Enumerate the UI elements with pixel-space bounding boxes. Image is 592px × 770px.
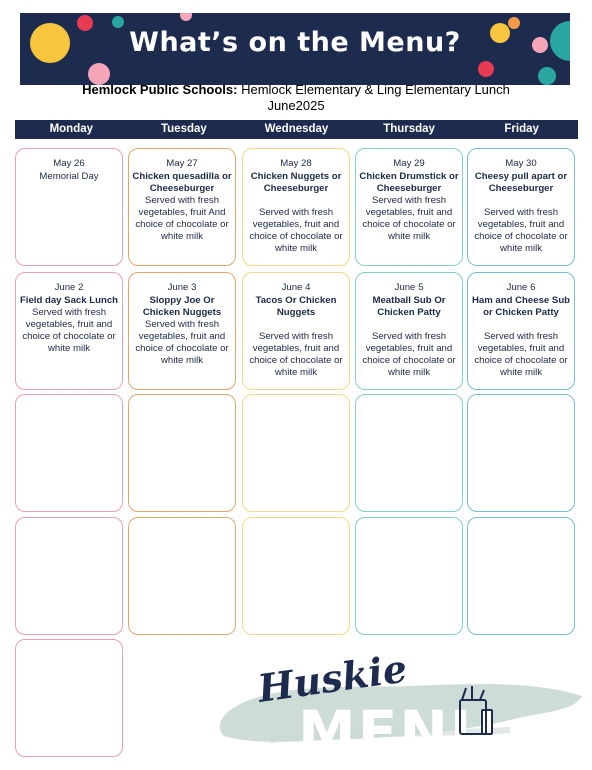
meal-sides: Served with fresh vegetables, fruit and choice of chocolate or white milk — [22, 307, 116, 354]
meal-name: Chicken Nuggets or Cheeseburger — [250, 171, 342, 194]
cell-date: May 27 — [166, 158, 198, 169]
holiday-note: Memorial Day — [39, 171, 99, 182]
meal-name: Field day Sack Lunch — [19, 295, 119, 306]
meal-name: Tacos Or Chicken Nuggets — [255, 295, 337, 318]
calendar-cell — [128, 272, 236, 390]
meal-name: Ham and Cheese Sub or Chicken Patty — [471, 295, 571, 318]
cell-date: June 5 — [394, 282, 424, 293]
page-title: What’s on the Menu? — [129, 27, 461, 58]
header-banner — [20, 13, 570, 85]
school-names: Hemlock Elementary & Ling Elementary Lunch — [241, 82, 510, 97]
calendar-cell-empty — [355, 517, 463, 635]
calendar-cell — [15, 272, 123, 390]
cell-date: June 2 — [54, 282, 84, 293]
meal-name: Meatball Sub Or Chicken Patty — [372, 295, 446, 318]
day-header-friday: Friday — [504, 123, 539, 135]
meal-sides: Served with fresh vegetables, fruit and choice of chocolate or white milk — [135, 319, 229, 366]
logo-script-text: Huskie — [254, 645, 410, 711]
meal-sides: Served with fresh vegetables, fruit and choice of chocolate or white milk — [362, 195, 456, 242]
calendar-cell — [128, 148, 236, 266]
logo-menu-text: MENU — [298, 698, 499, 760]
district-name: Hemlock Public Schools: — [82, 82, 238, 97]
calendar-cell-empty — [467, 517, 575, 635]
cell-date: May 26 — [53, 158, 85, 169]
cell-date: June 4 — [281, 282, 311, 293]
cell-date: May 30 — [505, 158, 537, 169]
cell-date: May 28 — [280, 158, 312, 169]
calendar-cell — [242, 272, 350, 390]
huskie-menu-logo — [210, 640, 590, 760]
weekday-header-bar — [15, 120, 578, 139]
calendar-cell-empty — [242, 517, 350, 635]
calendar-cell-empty — [355, 394, 463, 512]
calendar-cell-empty — [128, 394, 236, 512]
meal-sides: Served with fresh vegetables, fruit and choice of chocolate or white milk — [474, 331, 568, 378]
meal-sides: Served with fresh vegetables, fruit and choice of chocolate or white milk — [249, 207, 343, 254]
decor-dot — [478, 61, 494, 77]
calendar-cell — [242, 148, 350, 266]
meal-name: Cheesy pull apart or Cheeseburger — [474, 171, 568, 194]
cell-date: June 6 — [506, 282, 536, 293]
day-header-wednesday: Wednesday — [264, 123, 329, 135]
calendar-cell-empty — [128, 517, 236, 635]
decor-dot — [180, 13, 192, 21]
meal-name: Chicken quesadilla or Cheeseburger — [132, 171, 232, 194]
day-header-tuesday: Tuesday — [160, 123, 207, 135]
calendar-cell-empty — [467, 394, 575, 512]
meal-name: Sloppy Joe Or Chicken Nuggets — [142, 295, 222, 318]
meal-sides: Served with fresh vegetables, fruit and choice of chocolate or white milk — [474, 207, 568, 254]
month-label: June2025 — [267, 98, 325, 113]
cell-date: June 3 — [167, 282, 197, 293]
calendar-cell-empty — [15, 394, 123, 512]
day-header-monday: Monday — [49, 123, 94, 135]
menu-subtitle — [0, 82, 592, 97]
cell-date: May 29 — [393, 158, 425, 169]
calendar-cell — [15, 148, 123, 266]
calendar-cell-empty — [15, 639, 123, 757]
calendar-cell — [467, 272, 575, 390]
calendar-cell — [355, 148, 463, 266]
calendar-cell — [355, 272, 463, 390]
meal-sides: Served with fresh vegetables, fruit And choice of chocolate or white milk — [135, 195, 229, 242]
calendar-cell-empty — [242, 394, 350, 512]
calendar-cell — [467, 148, 575, 266]
meal-sides: Served with fresh vegetables, fruit and choice of chocolate or white milk — [249, 331, 343, 378]
calendar-cell-empty — [15, 517, 123, 635]
meal-name: Chicken Drumstick or Cheeseburger — [359, 171, 459, 194]
day-header-thursday: Thursday — [383, 123, 435, 135]
meal-sides: Served with fresh vegetables, fruit and choice of chocolate or white milk — [362, 331, 456, 378]
